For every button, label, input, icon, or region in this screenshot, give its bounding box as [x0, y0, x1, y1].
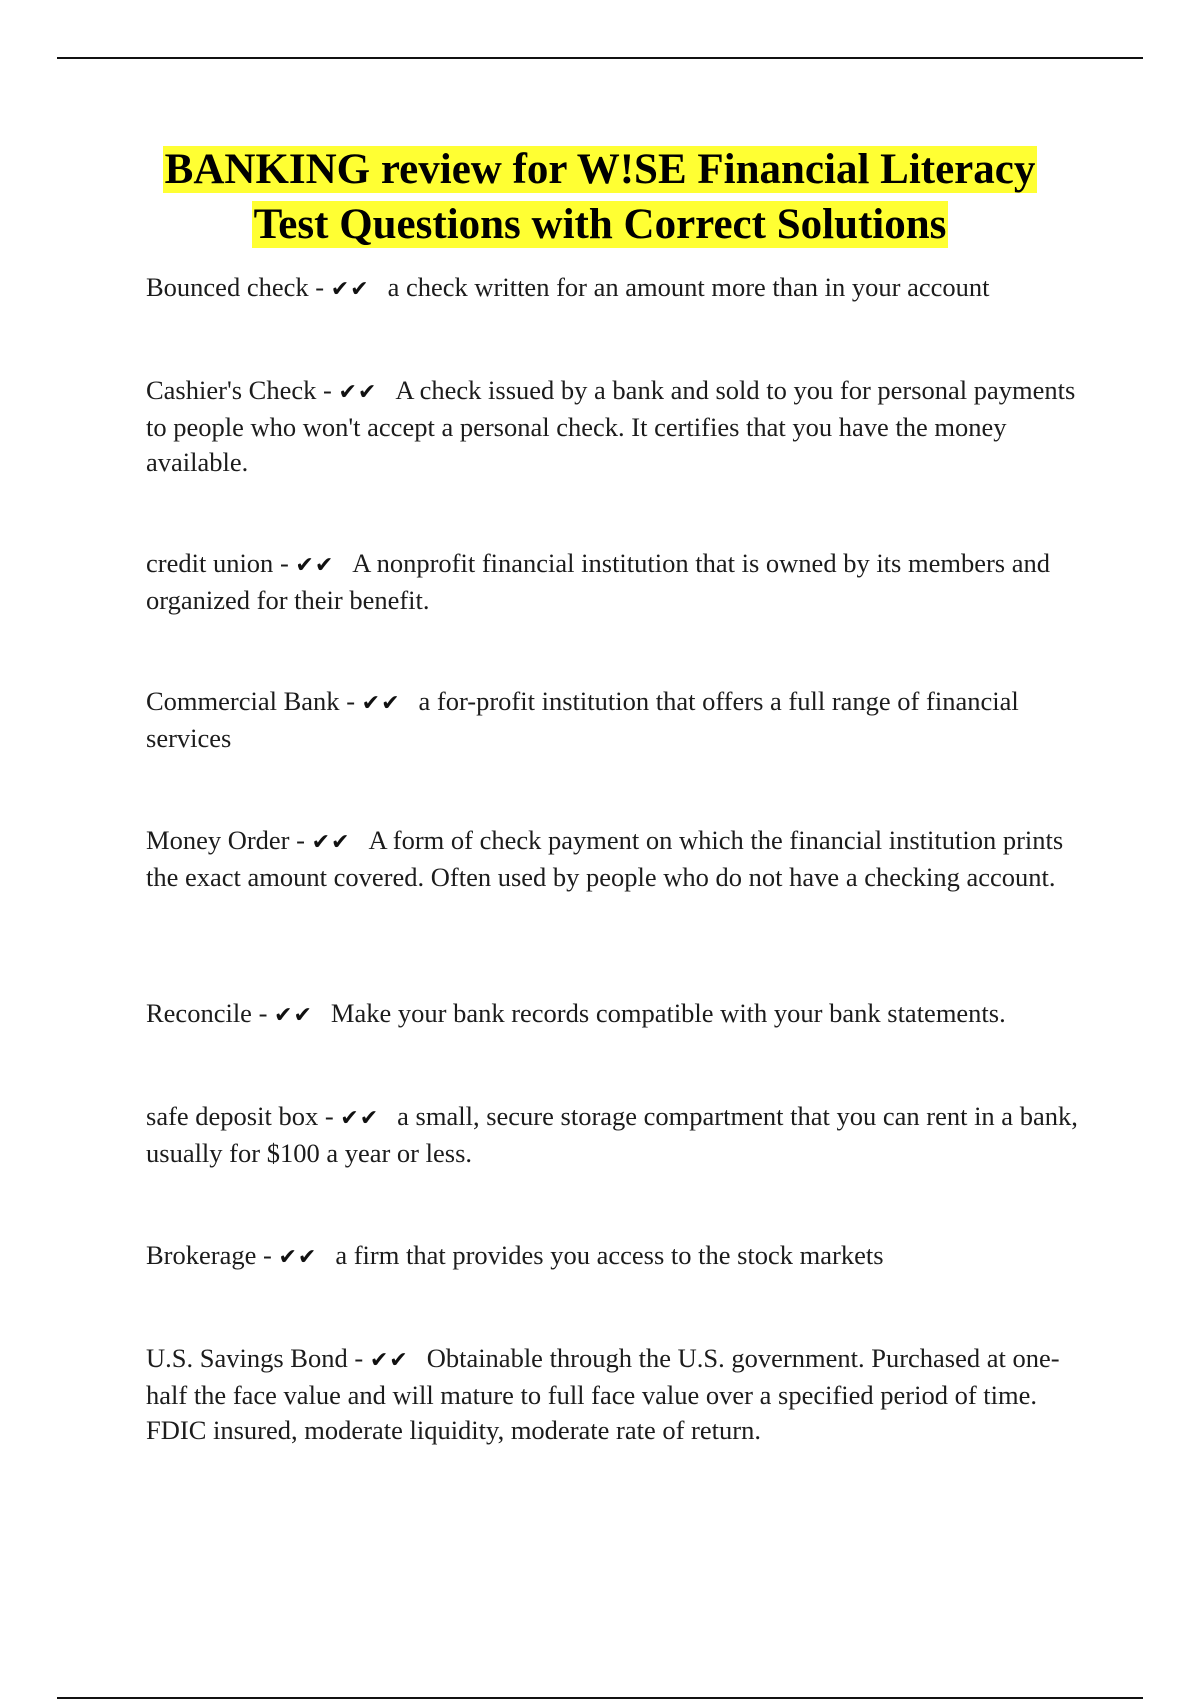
double-check-icon: ✔✔ — [278, 1245, 318, 1270]
double-check-icon: ✔✔ — [369, 1348, 409, 1373]
entry-term: Reconcile — [146, 998, 252, 1028]
entry-term: U.S. Savings Bond — [146, 1343, 348, 1373]
double-check-icon: ✔✔ — [330, 277, 370, 302]
document-title — [60, 142, 1140, 252]
glossary-entry: Cashier's Check - ✔✔ A check issued by a bank and sold to you for personal payments to people who won't accept a personal check. It certifies that you have the money available. — [146, 375, 1076, 477]
double-check-icon: ✔✔ — [311, 830, 351, 855]
entry-definition: a for-profit institution that offers a full range of financial services — [146, 686, 1019, 753]
glossary-entry: Commercial Bank - ✔✔ a for-profit institution that offers a full range of financial services — [146, 686, 1019, 753]
entry-term: Money Order — [146, 825, 290, 855]
entry-definition: a small, secure storage compartment that you can rent in a bank, usually for $100 a year or less. — [146, 1101, 1078, 1168]
entry-definition: a check written for an amount more than in your account — [387, 272, 990, 302]
entry-term: Commercial Bank — [146, 686, 340, 716]
glossary-entry: Reconcile - ✔✔ Make your bank records compatible with your bank statements. — [146, 998, 1006, 1028]
double-check-icon: ✔✔ — [295, 553, 335, 578]
entry-term: safe deposit box — [146, 1101, 319, 1131]
entry-term: Bounced check — [146, 272, 309, 302]
double-check-icon: ✔✔ — [340, 1106, 380, 1131]
entry-definition: A check issued by a bank and sold to you for personal payments to people who won't accept a personal check. It certifies that you have the money available. — [146, 375, 1076, 477]
glossary-entry: Brokerage - ✔✔ a firm that provides you access to the stock markets — [146, 1240, 884, 1270]
glossary-entry: Bounced check - ✔✔ a check written for an amount more than in your account — [146, 272, 990, 302]
glossary-entry: U.S. Savings Bond - ✔✔ Obtainable through the U.S. government. Purchased at one-half the face value and will mature to full face value over a specified period of time. FDIC insured, moderate liquidity, moderate rate of return. — [146, 1343, 1060, 1445]
entry-definition: Make your bank records compatible with your bank statements. — [330, 998, 1006, 1028]
entry-definition: a firm that provides you access to the stock markets — [335, 1240, 884, 1270]
entry-definition: A nonprofit financial institution that is owned by its members and organized for their benefit. — [146, 548, 1050, 615]
entry-definition: Obtainable through the U.S. government. Purchased at one-half the face value and will mature to full face value over a specified period of time. FDIC insured, moderate liquidity, moderate rate of return. — [146, 1343, 1060, 1445]
double-check-icon: ✔✔ — [274, 1003, 313, 1028]
bottom-divider — [57, 1697, 1143, 1699]
glossary-entry: credit union - ✔✔ A nonprofit financial institution that is owned by its members and organized for their benefit. — [146, 548, 1050, 615]
double-check-icon: ✔✔ — [361, 691, 401, 716]
entry-term: Brokerage — [146, 1240, 257, 1270]
entry-term: Cashier's Check — [146, 375, 317, 405]
glossary-entry: Money Order - ✔✔ A form of check payment on which the financial institution prints the exact amount covered. Often used by people who do not have a checking account. — [146, 825, 1064, 892]
glossary-entry: safe deposit box - ✔✔ a small, secure storage compartment that you can rent in a bank, usually for $100 a year or less. — [146, 1101, 1078, 1168]
double-check-icon: ✔✔ — [338, 380, 378, 405]
title-line-2: Test Questions with Correct Solutions — [253, 201, 947, 248]
title-line-1: BANKING review for W!SE Financial Literacy — [164, 146, 1036, 193]
top-divider — [57, 57, 1143, 59]
entry-term: credit union — [146, 548, 274, 578]
entry-definition: A form of check payment on which the financial institution prints the exact amount covered. Often used by people who do not have a checking account. — [146, 825, 1064, 892]
